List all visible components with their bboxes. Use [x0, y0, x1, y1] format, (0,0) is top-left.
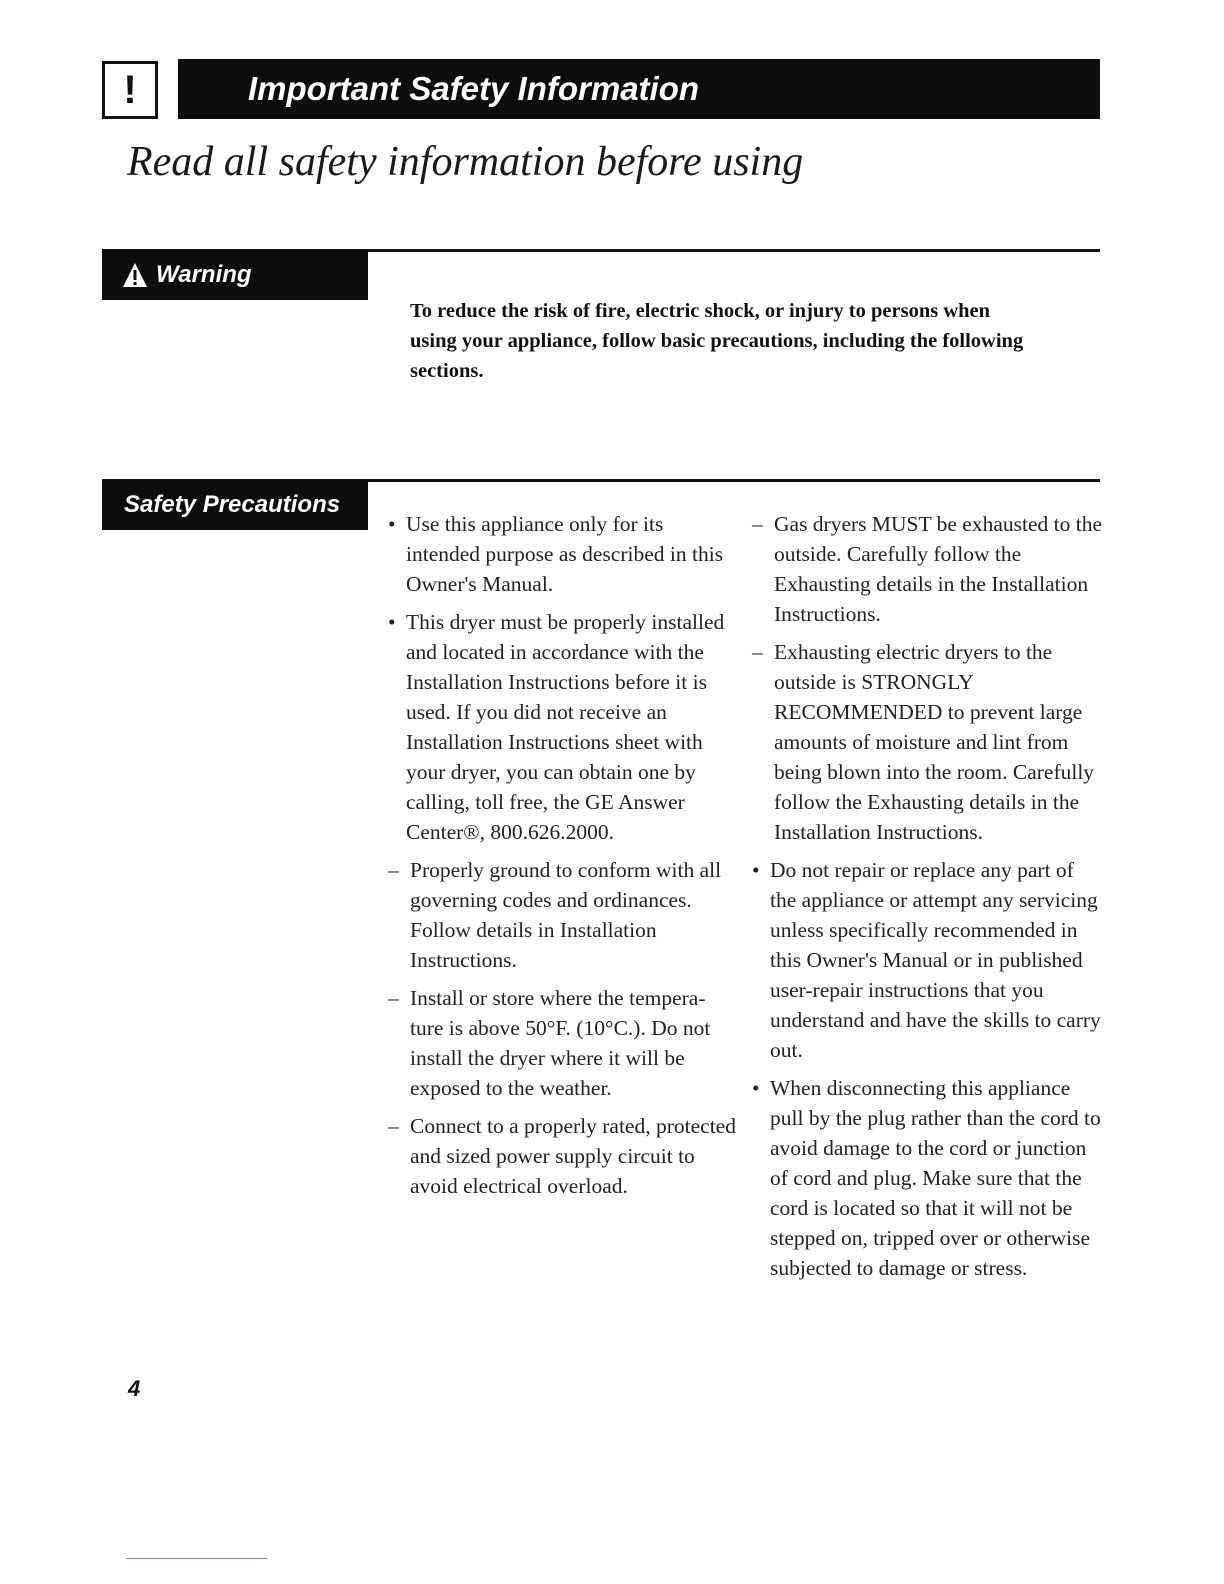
right-column: [752, 509, 1102, 1291]
warning-label: [102, 250, 368, 300]
dash-marker: –: [752, 640, 763, 664]
list-item-text: This dryer must be properly installed and located in accordance with the Installation Instructions before it is used. If you did not receive an Installation Instructions sheet with your dryer, you can obtain one by calling, toll free, the GE Answer Center®, 800.626.2000.: [406, 610, 725, 844]
footer-line: [126, 1558, 267, 1559]
bullet-marker: •: [388, 512, 396, 536]
exclamation-glyph: !: [123, 68, 137, 112]
bullet-marker: •: [752, 858, 760, 882]
dash-marker: –: [388, 858, 399, 882]
warning-label-text: Warning: [156, 261, 252, 288]
list-item-text: Use this appliance only for its intended purpose as described in this Owner's Manual.: [406, 512, 724, 596]
list-item-text: Gas dryers MUST be exhausted to the outside. Carefully follow the Exhausting details in the Installation Instructions.: [774, 512, 1103, 626]
list-item: [752, 637, 1102, 847]
list-item: [388, 509, 738, 599]
subtitle: Read all safety information before using: [127, 139, 804, 185]
page-number: 4: [128, 1376, 141, 1401]
bullet-marker: •: [388, 610, 396, 634]
safety-precautions-label: [102, 480, 368, 530]
list-item: [388, 607, 738, 847]
list-item-text: Properly ground to conform with all governing codes and ordinances. Follow details in Installation Instructions.: [410, 858, 722, 972]
list-item-text: Exhausting electric dryers to the outside is STRONGLY RECOMMENDED to prevent large amounts of moisture and lint from being blown into the room. Carefully follow the Exhausting details in the Installation Instructions.: [774, 640, 1095, 844]
list-item: [752, 509, 1102, 629]
list-item: [388, 855, 738, 975]
bullet-marker: •: [752, 1076, 760, 1100]
dash-marker: –: [388, 1114, 399, 1138]
list-item: [388, 983, 738, 1103]
list-item-text: When disconnecting this appliance pull by the plug rather than the cord to avoid damage to the cord or junction of cord and plug. Make sure that the cord is located so that it will not be stepped on, tripped over or otherwise subjected to damage or stress.: [770, 1076, 1101, 1280]
list-item-text: Connect to a properly rated, protected and sized power supply circuit to avoid electrical overload.: [410, 1114, 736, 1198]
warning-triangle-icon: [122, 262, 148, 288]
list-item: [752, 1073, 1102, 1283]
dash-marker: –: [388, 986, 399, 1010]
warning-text: To reduce the risk of fire, electric shock, or injury to persons when using your appliance, follow basic precautions, including the following sections.: [410, 300, 1024, 382]
list-item: [752, 855, 1102, 1065]
safety-precautions-label-text: Safety Precautions: [124, 491, 341, 518]
page-title: Important Safety Information: [248, 70, 700, 107]
dash-marker: –: [752, 512, 763, 536]
list-item: [388, 1111, 738, 1201]
left-column: [388, 509, 738, 1209]
list-item-text: Install or store where the tempera-ture is above 50°F. (10°C.). Do not install the dryer where it will be exposed to the weather.: [410, 986, 711, 1100]
header-bar: [178, 59, 1100, 119]
exclamation-icon: [102, 61, 158, 119]
list-item-text: Do not repair or replace any part of the appliance or attempt any servicing unless specifically recommended in this Owner's Manual or in published user-repair instructions that you understand and have the skills to carry out.: [770, 858, 1101, 1062]
